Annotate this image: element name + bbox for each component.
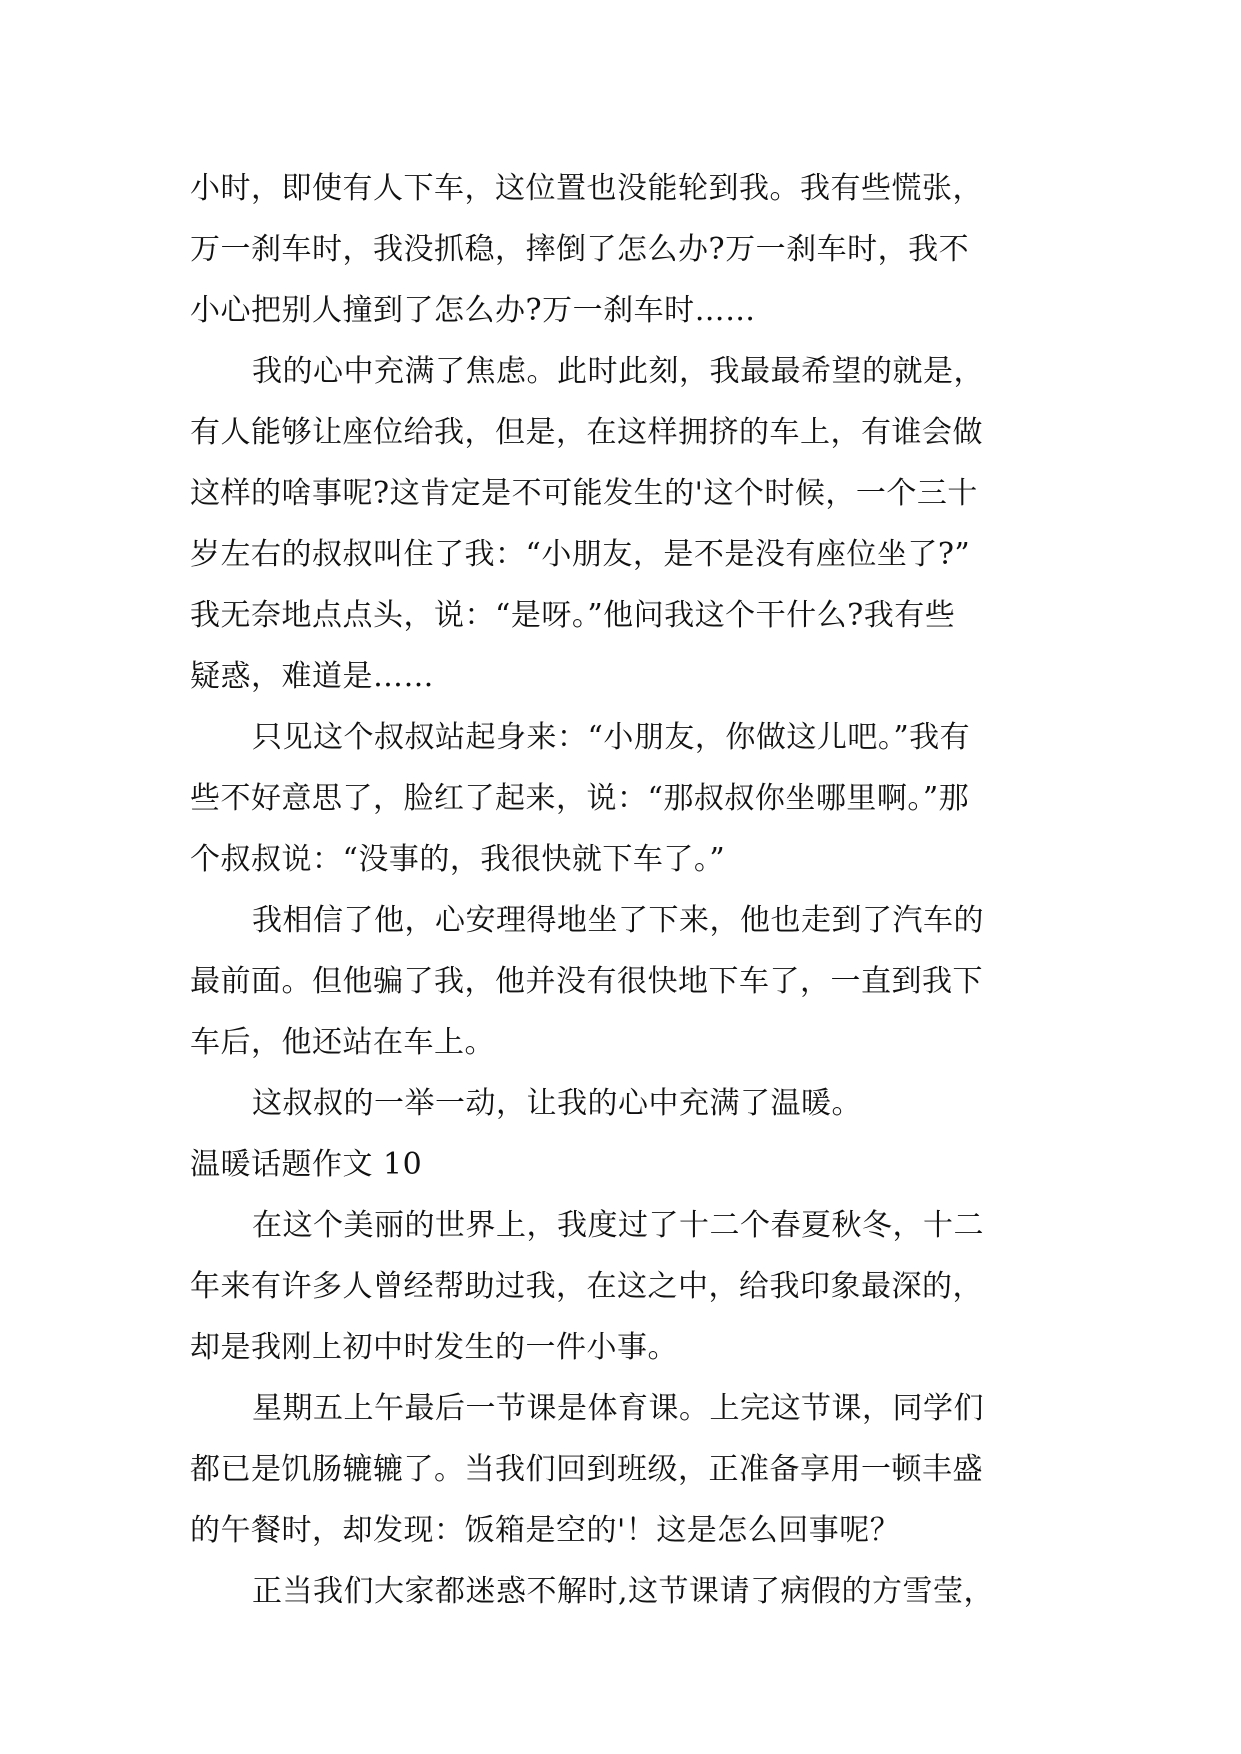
text-line: 年来有许多人曾经帮助过我，在这之中，给我印象最深的，	[190, 1269, 983, 1304]
text-line: 却是我刚上初中时发生的一件小事。	[190, 1330, 678, 1365]
text-line: 疑惑，难道是……	[190, 659, 434, 694]
text-line: 正当我们大家都迷惑不解时,这节课请了病假的方雪莹，	[252, 1574, 995, 1609]
paragraph	[190, 890, 1070, 1073]
text-line: 只见这个叔叔站起身来：“小朋友，你做这儿吧。”我有	[252, 720, 971, 755]
text-line: 小心把别人撞到了怎么办?万一刹车时……	[190, 293, 756, 328]
paragraph	[190, 158, 1070, 341]
text-line: 个叔叔说：“没事的，我很快就下车了。”	[190, 842, 726, 877]
paragraph	[190, 1073, 1070, 1134]
essay-heading: 温暖话题作文 10	[190, 1147, 423, 1182]
text-line: 些不好意思了，脸红了起来，说：“那叔叔你坐哪里啊。”那	[190, 781, 970, 816]
paragraph	[190, 1195, 1070, 1378]
text-line: 在这个美丽的世界上，我度过了十二个春夏秋冬，十二	[252, 1208, 984, 1243]
text-line: 有人能够让座位给我，但是，在这样拥挤的车上，有谁会做	[190, 415, 983, 450]
text-line: 我无奈地点点头，说：“是呀。”他问我这个干什么?我有些	[190, 598, 956, 633]
paragraph	[190, 341, 1070, 707]
text-line: 星期五上午最后一节课是体育课。上完这节课，同学们	[252, 1391, 984, 1426]
text-line: 车后，他还站在车上。	[190, 1025, 495, 1060]
text-line: 的午餐时，却发现：饭箱是空的'！这是怎么回事呢？	[190, 1513, 901, 1548]
text-line: 万一刹车时，我没抓稳，摔倒了怎么办?万一刹车时，我不	[190, 232, 970, 267]
text-line: 最前面。但他骗了我，他并没有很快地下车了，一直到我下	[190, 964, 983, 999]
text-line: 都已是饥肠辘辘了。当我们回到班级，正准备享用一顿丰盛	[190, 1452, 983, 1487]
text-line: 小时，即使有人下车，这位置也没能轮到我。我有些慌张，	[190, 171, 983, 206]
text-line: 我的心中充满了焦虑。此时此刻，我最最希望的就是，	[252, 354, 984, 389]
text-line: 我相信了他，心安理得地坐了下来，他也走到了汽车的	[252, 903, 984, 938]
paragraph	[190, 707, 1070, 890]
text-line: 这叔叔的一举一动，让我的心中充满了温暖。	[252, 1086, 862, 1121]
paragraph	[190, 1561, 1070, 1622]
document-body	[190, 158, 1070, 1622]
text-line: 这样的啥事呢?这肯定是不可能发生的'这个时候，一个三十	[190, 476, 978, 511]
text-line: 岁左右的叔叔叫住了我：“小朋友，是不是没有座位坐了?”	[190, 537, 971, 572]
paragraph	[190, 1378, 1070, 1561]
